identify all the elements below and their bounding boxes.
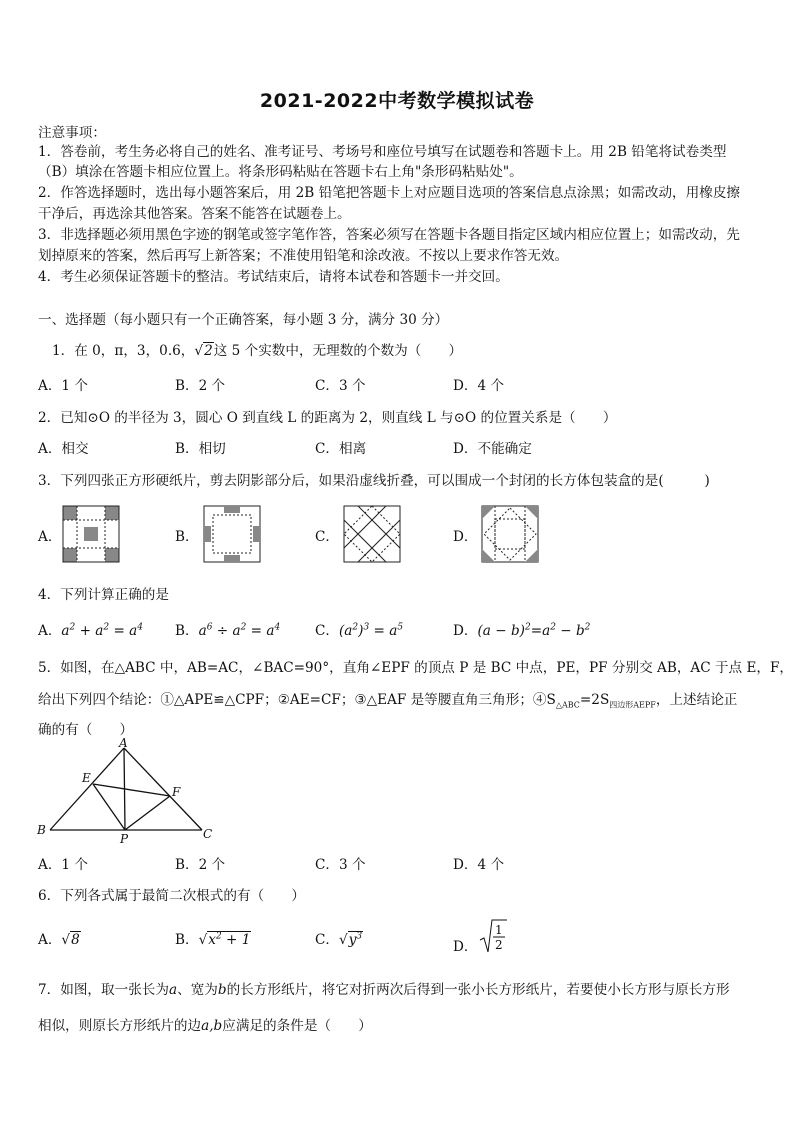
label-b: B (37, 823, 46, 837)
q5-sub-abc: △ABC (555, 700, 580, 710)
question-5-line-2 (38, 688, 737, 711)
q4-option-a-label: A． (38, 623, 62, 639)
note-1-line-1: 1．答卷前，考生务必将自己的姓名、准考证号、考场号和座位号填写在试题卷和答题卡上。用 2B 铅笔将试卷类型 (38, 144, 727, 160)
q3-figure-c (343, 505, 401, 563)
q3-option-d[interactable]: D． (453, 529, 478, 545)
label-a: A (119, 738, 128, 750)
question-7-line-1 (38, 978, 730, 998)
note-1-line-2: （B）填涂在答题卡相应位置上。将条形码粘贴在答题卡右上角"条形码粘贴处"。 (38, 164, 523, 180)
question-6: 6．下列各式属于最简二次根式的有（ ） (38, 888, 305, 904)
q4-option-b[interactable] (175, 619, 280, 639)
q2-option-c[interactable]: C．相离 (315, 441, 367, 457)
q5-triangle-figure (36, 738, 216, 848)
q4-option-b-label: B． (175, 623, 199, 639)
q5-sub-aepf: 四边形AEPF (609, 700, 656, 710)
q6-option-b-label: B． (175, 932, 199, 948)
q4-formula-b: $a^6 \div a^2 = a^4$ (198, 622, 281, 639)
question-3: 3．下列四张正方形硬纸片，剪去阴影部分后，如果沿虚线折叠，可以围成一个封闭的长方体包装盒的是( ) (38, 473, 710, 489)
q7-text-c: 的长方形纸片，将它对折两次后得到一张小长方形纸片，若要使小长方形与原长方形 (226, 982, 730, 998)
notes-heading: 注意事项： (38, 125, 106, 141)
q4-option-d-label: D． (453, 623, 478, 639)
q6-formula-a: √8 (61, 932, 80, 948)
q4-option-d[interactable] (453, 619, 590, 639)
q1-text-post: 这 5 个实数中，无理数的个数为（ ） (213, 343, 463, 359)
question-2: 2．已知⊙O 的半径为 3，圆心 O 到直线 L 的距离为 2，则直线 L 与⊙O 的位置关系是（ ） (38, 410, 617, 426)
question-7-line-2 (38, 1014, 372, 1034)
q7-var-a: a (169, 982, 178, 998)
q3-figure-b (203, 505, 261, 563)
q5-text-b: =2S (579, 692, 610, 708)
svg-text:1: 1 (494, 923, 503, 937)
q4-option-c-label: C． (315, 623, 339, 639)
q1-options (38, 374, 738, 392)
q2-option-d[interactable]: D．不能确定 (453, 441, 532, 457)
label-f: F (172, 785, 181, 799)
q4-option-a[interactable] (38, 619, 143, 639)
q3-figure-d (481, 505, 539, 563)
q7-text-a: 7．如图，取一张长为 (38, 982, 169, 998)
q1-option-b[interactable]: B．2 个 (175, 378, 226, 394)
q3-option-a[interactable]: A． (38, 529, 62, 545)
q1-option-c[interactable]: C．3 个 (315, 378, 366, 394)
q4-formula-a: $a^2 + a^2 = a^4$ (61, 622, 144, 639)
note-3-line-1: 3．非选择题必须用黑色字迹的钢笔或签字笔作答，答案必须写在答题卡各题目指定区域内相应位置上；如需改动，先 (38, 227, 740, 243)
note-2-line-1: 2．作答选择题时，选出每小题答案后，用 2B 铅笔把答题卡上对应题目选项的答案信息点涂黑；如需改动，用橡皮擦 (38, 185, 741, 201)
q1-radicand: 2 (204, 343, 213, 359)
q3-option-c[interactable]: C． (315, 529, 339, 545)
question-5-line-3: 确的有（ ） (38, 722, 134, 738)
section-heading: 一、选择题（每小题只有一个正确答案，每小题 3 分，满分 30 分） (38, 312, 449, 328)
label-p: P (120, 832, 129, 846)
q4-options (38, 619, 738, 639)
q4-option-c[interactable] (315, 619, 403, 639)
q5-options (38, 853, 738, 871)
question-5-line-1: 5．如图，在△ABC 中，AB=AC，∠BAC=90°，直角∠EPF 的顶点 P 是 BC 中点，PE，PF 分别交 AB，AC 于点 E，F， (38, 660, 794, 676)
label-e: E (82, 771, 91, 785)
q5-option-c[interactable]: C．3 个 (315, 857, 366, 873)
q6-option-c[interactable] (315, 928, 363, 948)
svg-text:2: 2 (494, 938, 503, 952)
q6-options (38, 923, 738, 956)
sqrt-sign: √ (194, 343, 204, 359)
q7-var-b: b (217, 982, 227, 998)
q6-option-c-label: C． (315, 932, 339, 948)
q7-text-d: 相似，则原长方形纸片的边 (38, 1018, 202, 1034)
label-c: C (203, 827, 213, 841)
q7-text-e: 应满足的条件是（ ） (222, 1018, 372, 1034)
q4-formula-c: $(a^2)^3 = a^5$ (339, 622, 404, 639)
q2-option-a[interactable]: A．相交 (38, 441, 89, 457)
q5-text-a: 给出下列四个结论：①△APE≌△CPF；②AE=CF；③△EAF 是等腰直角三角形；④S (38, 692, 556, 708)
q4-formula-d: $(a - b)^2=a^2 - b^2$ (477, 622, 591, 639)
q5-option-d[interactable]: D．4 个 (453, 857, 505, 873)
q6-option-b[interactable] (175, 928, 251, 948)
page-title: 2021-2022中考数学模拟试卷 (259, 90, 535, 112)
q6-option-d-label: D． (453, 938, 478, 955)
note-4: 4．考生必须保证答题卡的整洁。考试结束后，请将本试卷和答题卡一并交回。 (38, 269, 509, 285)
q3-option-b[interactable]: B． (175, 529, 199, 545)
q1-text-pre: 1．在 0，π，3，0.6， (52, 343, 195, 359)
q6-formula-b: $√x^2 + 1$ (198, 931, 251, 948)
q5-option-b[interactable]: B．2 个 (175, 857, 226, 873)
q6-formula-d (478, 918, 508, 956)
q7-text-b: 、宽为 (177, 982, 218, 998)
q5-text-c: ，上述结论正 (655, 692, 738, 708)
q2-option-b[interactable]: B．相切 (175, 441, 226, 457)
q2-options (38, 437, 738, 455)
q1-option-d[interactable]: D．4 个 (453, 378, 505, 394)
q6-option-d[interactable] (453, 918, 508, 956)
q6-option-a-label: A． (38, 932, 62, 948)
q7-var-ab: a,b (201, 1018, 223, 1034)
q1-option-a[interactable]: A．1 个 (38, 378, 88, 394)
question-1 (52, 339, 462, 359)
note-3-line-2: 划掉原来的答案，然后再写上新答案；不准使用铅笔和涂改液。不按以上要求作答无效。 (38, 248, 569, 264)
question-4: 4．下列计算正确的是 (38, 587, 169, 603)
q5-option-a[interactable]: A．1 个 (38, 857, 88, 873)
q6-option-a[interactable] (38, 928, 81, 948)
q6-formula-c: $√y^3$ (339, 931, 363, 948)
note-2-line-2: 干净后，再选涂其他答案。答案不能答在试题卷上。 (38, 206, 351, 222)
q3-figure-a (62, 505, 120, 563)
